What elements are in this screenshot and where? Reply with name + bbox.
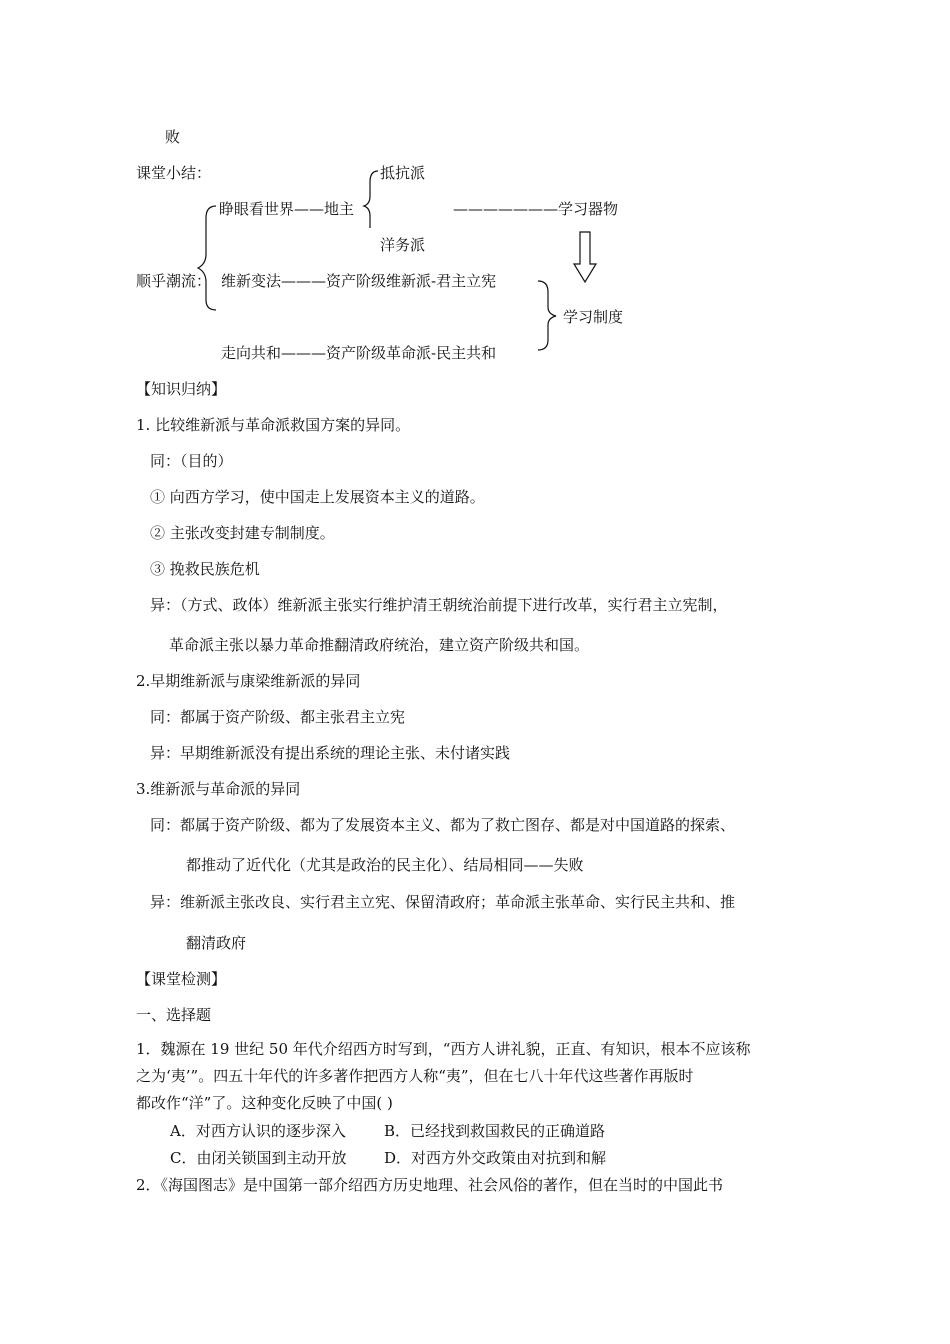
landlord-brace xyxy=(364,171,378,228)
knowledge-q3: 3.维新派与革命派的异同 xyxy=(136,780,301,798)
open-eyes-line: 睁眼看世界——地主 xyxy=(219,200,355,218)
q1-same-1: ① 向西方学习，使中国走上发展资本主义的道路。 xyxy=(150,488,485,506)
resist-faction: 抵抗派 xyxy=(380,164,426,182)
test-q2-line1: 2．《海国图志》是中国第一部介绍西方历史地理、社会风俗的著作，但在当时的中国此书 xyxy=(136,1176,724,1194)
q1-diff-1: 异：（方式、政体）维新派主张实行维护清王朝统治前提下进行改革，实行君主立宪制， xyxy=(150,596,728,614)
test-q1-line2: 之为‘夷’”。四五十年代的许多著作把西方人称“夷”，但在七八十年代这些著作再版时 xyxy=(136,1067,694,1085)
follow-trend-label: 顺乎潮流： xyxy=(136,272,212,290)
right-brace xyxy=(538,281,556,350)
q1-same-label: 同：（目的） xyxy=(150,452,233,470)
test-q1-option-a: A．对西方认识的逐步深入 xyxy=(170,1122,346,1140)
q1-same-2: ② 主张改变封建专制制度。 xyxy=(150,524,335,542)
test-q1-line1: 1．魏源在 19 世纪 50 年代介绍西方时写到，“西方人讲礼貌，正直、有知识，根本不应该称 xyxy=(136,1040,751,1058)
q3-diff-2: 翻清政府 xyxy=(186,934,247,952)
summary-diagram xyxy=(0,0,950,380)
q3-diff-1: 异：维新派主张改良、实行君主立宪、保留清政府；革命派主张革命、实行民主共和、推 xyxy=(150,893,736,911)
test-section: 一、选择题 xyxy=(136,1006,212,1024)
q3-same-1: 同：都属于资产阶级、都为了发展资本主义、都为了救亡图存、都是对中国道路的探索、 xyxy=(150,816,736,834)
previous-page-fragment: 败 xyxy=(165,128,181,146)
q2-same: 同：都属于资产阶级、都主张君主立宪 xyxy=(150,708,406,726)
knowledge-heading: 【知识归纳】 xyxy=(136,380,227,398)
westernization-faction: 洋务派 xyxy=(380,236,426,254)
knowledge-q2: 2.早期维新派与康梁维新派的异同 xyxy=(136,672,361,690)
down-arrow-icon xyxy=(574,232,596,282)
q1-diff-2: 革命派主张以暴力革命推翻清政府统治，建立资产阶级共和国。 xyxy=(169,636,590,654)
q3-same-2: 都推动了近代化（尤其是政治的民主化）、结局相同——失败 xyxy=(186,856,584,874)
test-q1-line3: 都改作“洋”了。这种变化反映了中国( ) xyxy=(136,1094,393,1112)
learn-objects: ———————学习器物 xyxy=(453,200,619,218)
test-heading: 【课堂检测】 xyxy=(136,970,227,988)
q1-same-3: ③ 挽救民族危机 xyxy=(150,560,260,578)
learn-system: 学习制度 xyxy=(563,308,624,326)
test-q1-option-b: B．已经找到救国救民的正确道路 xyxy=(384,1122,606,1140)
summary-label: 课堂小结： xyxy=(136,164,212,182)
reform-line: 维新变法———资产阶级维新派-君主立宪 xyxy=(221,272,497,290)
knowledge-q1: 1. 比较维新派与革命派救国方案的异同。 xyxy=(136,416,411,434)
republic-line: 走向共和———资产阶级革命派-民主共和 xyxy=(221,344,497,362)
q2-diff: 异：早期维新派没有提出系统的理论主张、未付诸实践 xyxy=(150,744,511,762)
main-left-brace xyxy=(198,206,216,310)
test-q1-option-c: C．由闭关锁国到主动开放 xyxy=(170,1149,347,1167)
test-q1-option-d: D．对西方外交政策由对抗到和解 xyxy=(384,1149,607,1167)
